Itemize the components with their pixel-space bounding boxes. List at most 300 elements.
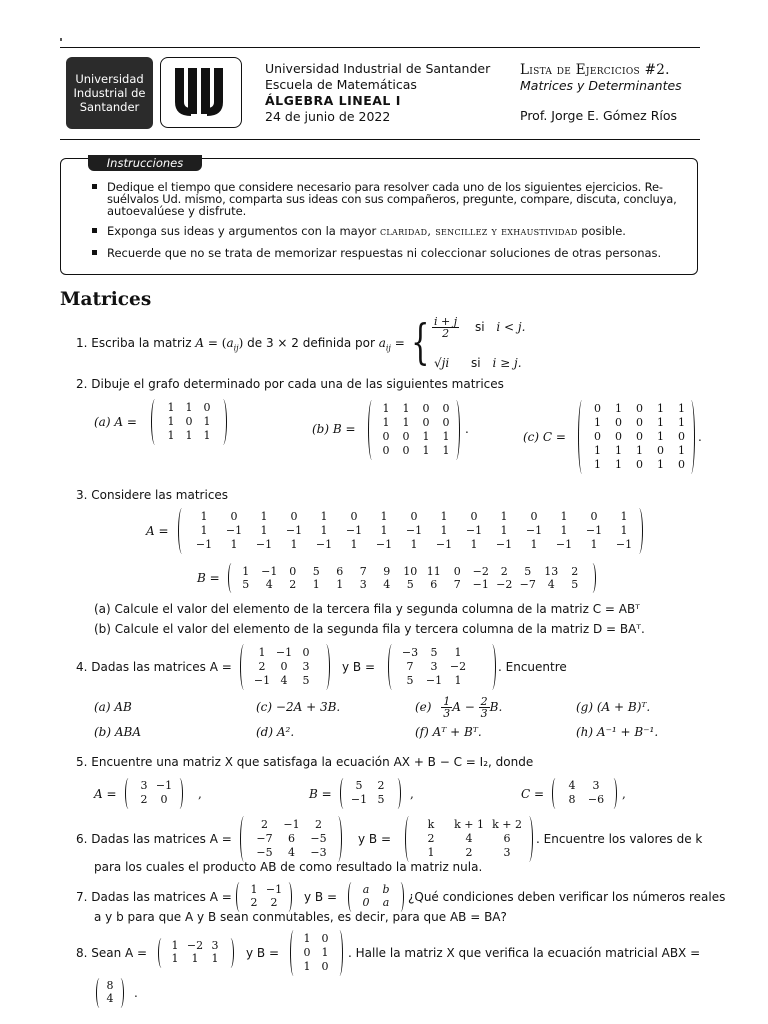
matrix-cell: 0 bbox=[615, 430, 622, 443]
document-date: 24 de junio de 2022 bbox=[265, 109, 391, 124]
matrix-cell: −1 bbox=[375, 538, 393, 551]
matrix-cell: 1 bbox=[560, 524, 568, 537]
matrix-row bbox=[356, 896, 396, 909]
matrix-cell: −3 bbox=[401, 646, 419, 659]
matrix-row bbox=[234, 565, 587, 578]
matrix-cell: 2 bbox=[250, 896, 258, 909]
ex2-c-right-paren bbox=[687, 400, 695, 474]
matrix-cell: −2 bbox=[186, 939, 204, 952]
ex4-item-a: (a) AB bbox=[94, 700, 132, 714]
matrix-cell: 1 bbox=[203, 415, 211, 428]
matrix-row bbox=[398, 646, 470, 660]
matrix-cell: 1 bbox=[440, 524, 448, 537]
matrix-cell: −2 bbox=[472, 565, 489, 578]
ex3-matrix-b bbox=[234, 565, 587, 591]
matrix-cell: 0 bbox=[530, 510, 538, 523]
ex2-c-period: . bbox=[698, 430, 702, 444]
exercise-6-post: . Encuentre los valores de k bbox=[536, 832, 703, 846]
matrix-row bbox=[412, 818, 526, 832]
exercise-1-text: 1. Escriba la matriz $A = (a_{ij})$ de 3 × 2 definida por $a_{ij}$ = bbox=[76, 336, 405, 353]
matrix-cell: 1 bbox=[442, 444, 450, 457]
matrix-cell: 3 bbox=[140, 779, 148, 792]
matrix-cell: 1 bbox=[380, 510, 388, 523]
ex8-matrix-result bbox=[102, 979, 118, 1005]
matrix-cell: 0 bbox=[350, 510, 358, 523]
matrix-cell: 11 bbox=[426, 565, 441, 578]
matrix-cell: 1 bbox=[657, 402, 664, 415]
matrix-cell: 0 bbox=[203, 401, 211, 414]
matrix-cell: 0 bbox=[442, 402, 450, 415]
ex3-b-right-paren bbox=[589, 563, 596, 593]
exercise-4-pre: 4. Dadas las matrices A = bbox=[76, 660, 232, 674]
ex6-matrix-b bbox=[412, 818, 526, 860]
matrix-row bbox=[398, 674, 470, 688]
matrix-cell: 1 bbox=[167, 401, 175, 414]
matrix-cell: −1 bbox=[225, 524, 243, 537]
matrix-cell: 1 bbox=[560, 510, 568, 523]
matrix-cell: −2 bbox=[496, 578, 513, 591]
matrix-cell: 0 bbox=[422, 402, 430, 415]
matrix-cell: 1 bbox=[320, 524, 328, 537]
matrix-cell: 1 bbox=[167, 429, 175, 442]
ex4-b-right-paren bbox=[488, 644, 496, 690]
matrix-cell: 13 bbox=[544, 565, 559, 578]
matrix-row bbox=[165, 939, 225, 952]
matrix-cell: 2 bbox=[270, 896, 278, 909]
ex5-matrix-b bbox=[348, 779, 392, 807]
matrix-cell: 0 bbox=[470, 510, 478, 523]
matrix-cell: 0 bbox=[678, 458, 685, 471]
ex2-b-label: (b) B = bbox=[312, 422, 356, 436]
matrix-cell: 6 bbox=[336, 565, 344, 578]
matrix-row bbox=[251, 846, 332, 860]
matrix-cell: 1 bbox=[594, 458, 601, 471]
ex6-b-right-paren bbox=[525, 816, 533, 862]
ex4-item-d: (d) A². bbox=[256, 725, 295, 739]
matrix-cell: 0 bbox=[362, 896, 370, 909]
matrix-cell: −1 bbox=[525, 524, 543, 537]
matrix-cell: k bbox=[427, 818, 435, 831]
matrix-cell: 4 bbox=[265, 578, 273, 591]
exercise-5-text: 5. Encuentre una matriz X que satisfaga la ecuación AX + B − C = I₂, donde bbox=[76, 755, 534, 769]
matrix-cell: −1 bbox=[345, 524, 363, 537]
matrix-cell: 0 bbox=[590, 510, 598, 523]
matrix-cell: k + 1 bbox=[454, 818, 484, 831]
matrix-row bbox=[560, 793, 608, 807]
ex8-a-left-paren bbox=[158, 938, 165, 968]
matrix-cell: 1 bbox=[636, 444, 643, 457]
matrix-cell: −1 bbox=[155, 779, 173, 792]
course-name: ÁLGEBRA LINEAL I bbox=[265, 93, 401, 108]
ex5-b-right-paren bbox=[394, 778, 401, 809]
matrix-cell: k + 2 bbox=[492, 818, 522, 831]
matrix-row bbox=[560, 779, 608, 793]
exercise-7-y: y B = bbox=[304, 890, 338, 904]
matrix-cell: 0 bbox=[302, 646, 310, 659]
ex3-a-right-paren bbox=[635, 508, 643, 554]
matrix-cell: 1 bbox=[312, 578, 320, 591]
matrix-cell: 2 bbox=[571, 565, 579, 578]
matrix-cell: 1 bbox=[320, 510, 328, 523]
matrix-cell: 1 bbox=[185, 401, 193, 414]
matrix-cell: −2 bbox=[449, 660, 467, 673]
ex6-matrix-a bbox=[251, 818, 332, 860]
ex2-a-right-paren bbox=[219, 399, 227, 445]
matrix-row bbox=[162, 429, 216, 443]
matrix-cell: 1 bbox=[427, 846, 435, 859]
matrix-cell: 0 bbox=[402, 444, 410, 457]
matrix-cell: 0 bbox=[382, 430, 390, 443]
exercise-8-post: . Halle la matriz X que verifica la ecuación matricial ABX = bbox=[348, 946, 701, 960]
ex3-item-b: (b) Calcule el valor del elemento de la segunda fila y tercera columna de la matriz D = BAᵀ. bbox=[94, 622, 645, 636]
ex3-b-label: B = bbox=[197, 571, 220, 585]
matrix-cell: 1 bbox=[185, 429, 193, 442]
matrix-cell: 1 bbox=[336, 578, 344, 591]
matrix-cell: −1 bbox=[615, 538, 633, 551]
ex2-b-right-paren bbox=[452, 400, 460, 460]
matrix-cell: 4 bbox=[280, 674, 288, 687]
matrix-row bbox=[356, 883, 396, 896]
matrix-row bbox=[102, 979, 118, 992]
matrix-row bbox=[298, 946, 334, 960]
matrix-cell: 2 bbox=[261, 818, 268, 831]
matrix-row bbox=[376, 444, 456, 458]
matrix-row bbox=[234, 578, 587, 591]
matrix-cell: 3 bbox=[430, 660, 438, 673]
matrix-cell: −1 bbox=[195, 538, 213, 551]
matrix-row bbox=[412, 832, 526, 846]
ex8-matrix-b bbox=[298, 932, 334, 974]
ex8-period: . bbox=[134, 986, 138, 1000]
matrix-row bbox=[348, 779, 392, 793]
matrix-cell: 1 bbox=[657, 416, 664, 429]
exercise-8-y: y B = bbox=[246, 946, 280, 960]
matrix-cell: 1 bbox=[440, 510, 448, 523]
bullet-square-icon bbox=[92, 250, 97, 255]
ex5-c-label: C = bbox=[521, 787, 545, 801]
exercise-1-case-1: $\frac{i + j}{2}$ si i < j. bbox=[434, 315, 526, 340]
matrix-row bbox=[587, 458, 692, 472]
matrix-cell: 6 bbox=[430, 578, 438, 591]
matrix-cell: 1 bbox=[303, 932, 311, 945]
matrix-cell: 1 bbox=[260, 524, 268, 537]
matrix-cell: 1 bbox=[422, 430, 430, 443]
ex2-matrix-b bbox=[376, 402, 456, 458]
matrix-row bbox=[251, 832, 332, 846]
matrix-cell: 1 bbox=[200, 524, 208, 537]
ex8-b-left-paren bbox=[290, 930, 297, 976]
ex3-a-left-paren bbox=[178, 508, 186, 554]
ex5-a-right-paren bbox=[176, 778, 183, 809]
ex6-a-right-paren bbox=[334, 816, 342, 862]
matrix-cell: 1 bbox=[442, 430, 450, 443]
matrix-cell: 5 bbox=[377, 793, 385, 806]
matrix-cell: 0 bbox=[185, 415, 193, 428]
list-title: Lista de Ejercicios #2. bbox=[520, 62, 670, 78]
ex5-a-label: A = bbox=[94, 787, 117, 801]
matrix-cell: 7 bbox=[453, 578, 461, 591]
page-mark bbox=[60, 38, 62, 41]
matrix-cell: 2 bbox=[258, 660, 266, 673]
matrix-cell: 1 bbox=[321, 946, 329, 959]
ex2-matrix-a bbox=[162, 401, 216, 443]
matrix-cell: −1 bbox=[253, 674, 271, 687]
ex4-item-g: (g) (A + B)ᵀ. bbox=[576, 700, 651, 714]
ex5-a-left-paren bbox=[125, 778, 132, 809]
professor-name: Prof. Jorge E. Gómez Ríos bbox=[520, 108, 678, 123]
matrix-cell: 0 bbox=[321, 960, 329, 973]
ex3-matrix-a bbox=[189, 510, 639, 552]
matrix-cell: 1 bbox=[678, 402, 685, 415]
ex5-b-left-paren bbox=[340, 778, 347, 809]
matrix-cell: 1 bbox=[500, 524, 508, 537]
matrix-cell: 0 bbox=[636, 402, 643, 415]
matrix-cell: 1 bbox=[260, 510, 268, 523]
ex5-b-label: B = bbox=[309, 787, 332, 801]
matrix-row bbox=[134, 793, 174, 807]
matrix-cell: 2 bbox=[315, 818, 322, 831]
matrix-cell: −1 bbox=[495, 538, 513, 551]
bullet-square-icon bbox=[92, 184, 97, 189]
header-top-rule bbox=[60, 47, 700, 48]
matrix-cell: 3 bbox=[211, 939, 219, 952]
matrix-row bbox=[251, 674, 317, 688]
matrix-cell: 1 bbox=[290, 538, 298, 551]
matrix-cell: 5 bbox=[571, 578, 579, 591]
ex3-a-label: A = bbox=[146, 524, 169, 538]
ex4-item-c: (c) −2A + 3B. bbox=[256, 700, 341, 714]
exercise-2-text: 2. Dibuje el grafo determinado por cada una de las siguientes matrices bbox=[76, 377, 504, 391]
matrix-cell: −1 bbox=[283, 818, 300, 831]
matrix-cell: −1 bbox=[315, 538, 333, 551]
matrix-cell: 4 bbox=[288, 846, 295, 859]
matrix-cell: 1 bbox=[203, 429, 211, 442]
matrix-cell: 1 bbox=[657, 430, 664, 443]
matrix-cell: 1 bbox=[402, 402, 410, 415]
matrix-cell: 1 bbox=[167, 415, 175, 428]
matrix-row bbox=[587, 430, 692, 444]
matrix-row bbox=[587, 416, 692, 430]
matrix-cell: 2 bbox=[289, 578, 297, 591]
matrix-cell: 1 bbox=[590, 538, 598, 551]
exercise-4-post: . Encuentre bbox=[498, 660, 567, 674]
ex5-a-comma: , bbox=[198, 787, 202, 801]
matrix-cell: 2 bbox=[377, 779, 385, 792]
matrix-cell: 3 bbox=[503, 846, 511, 859]
matrix-cell: 2 bbox=[140, 793, 148, 806]
matrix-cell: 5 bbox=[406, 578, 414, 591]
ex4-item-h: (h) A⁻¹ + B⁻¹. bbox=[576, 725, 659, 739]
matrix-cell: 1 bbox=[171, 939, 179, 952]
ex4-matrix-b bbox=[398, 646, 470, 688]
matrix-cell: 0 bbox=[410, 510, 418, 523]
matrix-cell: 7 bbox=[406, 660, 414, 673]
exercise-4-y: y B = bbox=[342, 660, 376, 674]
matrix-cell: 0 bbox=[657, 444, 664, 457]
matrix-cell: −1 bbox=[425, 674, 443, 687]
ex2-c-left-paren bbox=[578, 400, 586, 474]
matrix-cell: 5 bbox=[312, 565, 320, 578]
matrix-cell: 0 bbox=[594, 402, 601, 415]
matrix-cell: 1 bbox=[200, 510, 208, 523]
matrix-cell: 1 bbox=[242, 565, 250, 578]
matrix-cell: −1 bbox=[275, 646, 293, 659]
matrix-cell: 5 bbox=[406, 674, 414, 687]
matrix-cell: 3 bbox=[302, 660, 310, 673]
bullet-square-icon bbox=[92, 228, 97, 233]
matrix-cell: 0 bbox=[442, 416, 450, 429]
ex7-matrix-b bbox=[356, 883, 396, 909]
ex5-matrix-a bbox=[134, 779, 174, 807]
matrix-row bbox=[244, 883, 284, 896]
matrix-row bbox=[102, 992, 118, 1005]
matrix-cell: 1 bbox=[454, 674, 462, 687]
matrix-cell: 1 bbox=[171, 952, 179, 965]
matrix-cell: 4 bbox=[465, 832, 473, 845]
exercise-6-pre: 6. Dadas las matrices A = bbox=[76, 832, 232, 846]
matrix-cell: a bbox=[362, 883, 370, 896]
matrix-cell: −6 bbox=[587, 793, 605, 806]
matrix-cell: b bbox=[382, 883, 390, 896]
matrix-row bbox=[412, 846, 526, 860]
matrix-row bbox=[398, 660, 470, 674]
ex7-b-left-paren bbox=[348, 882, 355, 912]
matrix-cell: −1 bbox=[585, 524, 603, 537]
matrix-cell: 0 bbox=[636, 458, 643, 471]
matrix-cell: 0 bbox=[160, 793, 168, 806]
matrix-cell: −1 bbox=[255, 538, 273, 551]
ex8-matrix-a bbox=[165, 939, 225, 965]
matrix-cell: −1 bbox=[265, 883, 283, 896]
matrix-cell: 4 bbox=[547, 578, 555, 591]
matrix-row bbox=[376, 416, 456, 430]
ex4-item-e: (e) $\frac{1}{3}$ A − $\frac{2}{3}$ B. bbox=[415, 695, 503, 720]
matrix-cell: −3 bbox=[310, 846, 327, 859]
matrix-cell: 5 bbox=[430, 646, 438, 659]
matrix-row bbox=[244, 896, 284, 909]
exercise-3-text: 3. Considere las matrices bbox=[76, 488, 229, 502]
ex6-a-left-paren bbox=[240, 816, 248, 862]
matrix-row bbox=[189, 524, 639, 538]
ex4-item-f: (f) Aᵀ + Bᵀ. bbox=[415, 725, 482, 739]
matrix-row bbox=[189, 538, 639, 552]
exercise-8-pre: 8. Sean A = bbox=[76, 946, 148, 960]
exercise-6-line2: para los cuales el producto AB de como resultado la matriz nula. bbox=[94, 860, 483, 874]
matrix-cell: 0 bbox=[289, 565, 297, 578]
matrix-row bbox=[376, 430, 456, 444]
matrix-cell: 1 bbox=[594, 444, 601, 457]
instructions-tab: Instrucciones bbox=[88, 155, 202, 171]
matrix-cell: 0 bbox=[678, 430, 685, 443]
matrix-row bbox=[189, 510, 639, 524]
matrix-row bbox=[251, 818, 332, 832]
matrix-cell: −1 bbox=[350, 793, 368, 806]
matrix-row bbox=[587, 402, 692, 416]
exercise-7-line2: a y b para que A y B sean conmutables, es decir, para que AB = BA? bbox=[94, 910, 507, 924]
matrix-cell: 1 bbox=[620, 510, 628, 523]
matrix-cell: 1 bbox=[530, 538, 538, 551]
matrix-cell: −5 bbox=[310, 832, 327, 845]
ex2-matrix-c bbox=[587, 402, 692, 472]
matrix-cell: 8 bbox=[568, 793, 576, 806]
ex2-c-label: (c) C = bbox=[523, 430, 566, 444]
matrix-cell: 1 bbox=[678, 416, 685, 429]
matrix-cell: 0 bbox=[594, 430, 601, 443]
ex2-a-label: (a) A = bbox=[94, 415, 137, 429]
matrix-row bbox=[298, 960, 334, 974]
ex7-a-right-paren bbox=[285, 882, 292, 912]
matrix-cell: 1 bbox=[454, 646, 462, 659]
ex4-a-right-paren bbox=[322, 644, 330, 690]
header-bottom-rule bbox=[60, 139, 700, 140]
ex8-a-right-paren bbox=[227, 938, 234, 968]
matrix-cell: 2 bbox=[500, 565, 508, 578]
ex5-matrix-c bbox=[560, 779, 608, 807]
ex4-matrix-a bbox=[251, 646, 317, 688]
school-name: Escuela de Matemáticas bbox=[265, 77, 417, 92]
matrix-cell: 0 bbox=[290, 510, 298, 523]
matrix-cell: 1 bbox=[422, 444, 430, 457]
matrix-cell: 2 bbox=[427, 832, 435, 845]
ex5-c-right-paren bbox=[610, 778, 617, 809]
matrix-cell: 2 bbox=[465, 846, 473, 859]
matrix-cell: 1 bbox=[615, 458, 622, 471]
ex2-b-period: . bbox=[465, 422, 469, 436]
ex3-item-a: (a) Calcule el valor del elemento de la tercera fila y segunda columna de la matriz C = ABᵀ bbox=[94, 602, 640, 616]
matrix-cell: −1 bbox=[405, 524, 423, 537]
matrix-row bbox=[587, 444, 692, 458]
matrix-row bbox=[298, 932, 334, 946]
matrix-row bbox=[251, 646, 317, 660]
matrix-cell: −1 bbox=[285, 524, 303, 537]
uis-emblem-icon bbox=[160, 57, 242, 128]
matrix-cell: 1 bbox=[303, 960, 311, 973]
matrix-cell: 3 bbox=[359, 578, 367, 591]
exercise-6-y: y B = bbox=[358, 832, 392, 846]
matrix-cell: 5 bbox=[242, 578, 250, 591]
ex5-b-comma: , bbox=[410, 787, 414, 801]
matrix-cell: 1 bbox=[620, 524, 628, 537]
matrix-row bbox=[251, 660, 317, 674]
ex5-c-comma: , bbox=[622, 787, 626, 801]
matrix-cell: 0 bbox=[422, 416, 430, 429]
matrix-cell: 1 bbox=[382, 416, 390, 429]
ex2-a-left-paren bbox=[151, 399, 159, 445]
matrix-cell: 1 bbox=[594, 416, 601, 429]
matrix-cell: 1 bbox=[402, 416, 410, 429]
matrix-cell: 0 bbox=[321, 932, 329, 945]
matrix-cell: 1 bbox=[350, 538, 358, 551]
matrix-cell: −1 bbox=[555, 538, 573, 551]
matrix-cell: 1 bbox=[258, 646, 266, 659]
matrix-cell: 6 bbox=[503, 832, 511, 845]
matrix-row bbox=[162, 415, 216, 429]
matrix-cell: 5 bbox=[302, 674, 310, 687]
matrix-cell: 1 bbox=[657, 458, 664, 471]
matrix-cell: 1 bbox=[615, 402, 622, 415]
matrix-row bbox=[134, 779, 174, 793]
matrix-cell: 0 bbox=[615, 416, 622, 429]
ex4-a-left-paren bbox=[240, 644, 248, 690]
matrix-cell: 0 bbox=[453, 565, 461, 578]
matrix-cell: 1 bbox=[678, 444, 685, 457]
matrix-cell: 1 bbox=[211, 952, 219, 965]
matrix-row bbox=[162, 401, 216, 415]
matrix-cell: 0 bbox=[636, 430, 643, 443]
list-subtitle: Matrices y Determinantes bbox=[520, 78, 682, 93]
matrix-cell: −7 bbox=[256, 832, 273, 845]
matrix-cell: 1 bbox=[382, 402, 390, 415]
